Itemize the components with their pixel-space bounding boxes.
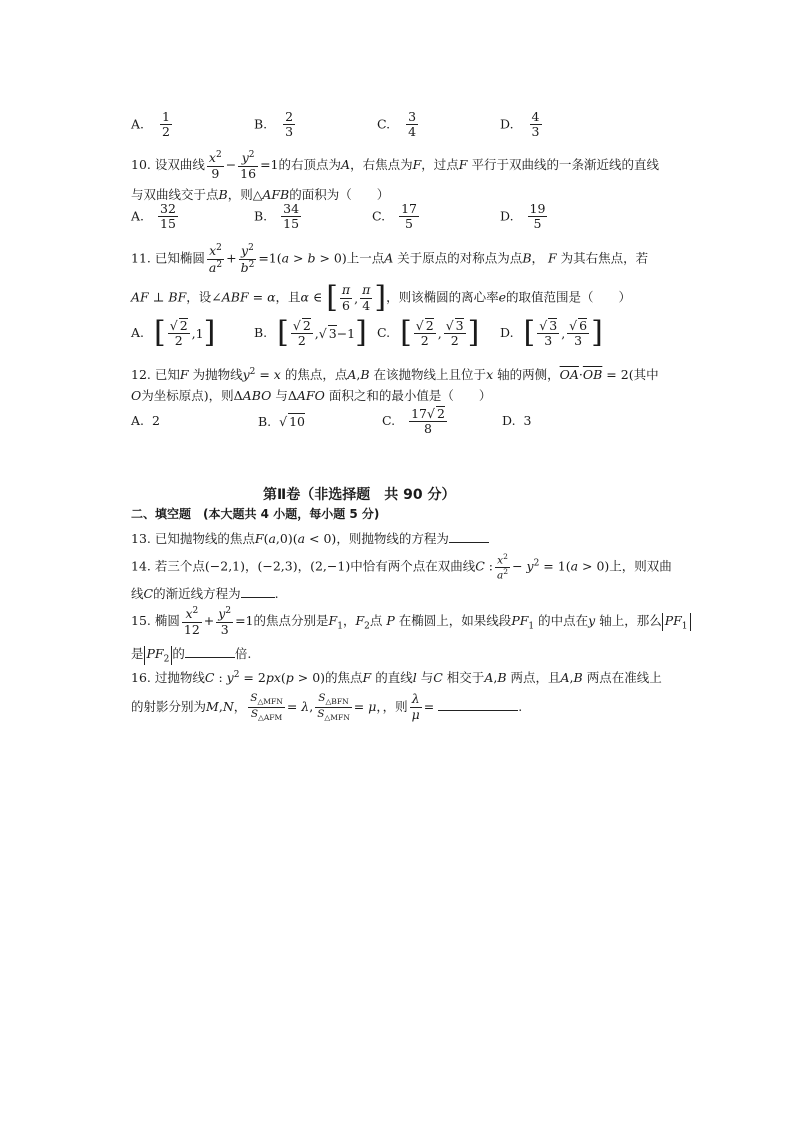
- q14-line2: 线C的渐近线方程为 .: [131, 586, 279, 601]
- q9-option-d: D. $\frac{4}{3}$: [500, 109, 540, 140]
- q9-option-a: A. $\frac{1}{2}$: [131, 109, 170, 140]
- q10-option-c: C. $\frac{17}{5}$: [372, 201, 417, 232]
- q10-option-b: B. $\frac{34}{15}$: [254, 201, 300, 232]
- q11-line1: 11. 已知椭圆 $\frac{x^2}{a^2}$ + $\frac{y^2}{b^2}$ =1(a > b > 0)上一点A 关于原点的对称点为点B， F 为其右焦点，若: [131, 243, 649, 275]
- q11-option-c: C. [ $\frac{√ 2}{2}$ , $\frac{√ 3}{2}$ ]: [377, 315, 480, 351]
- q10-line1: 10. 设双曲线 $\frac{x^2}{9}$ − $\frac{y^2}{16}$ =1的右顶点为A，右焦点为F，过点F 平行于双曲线的一条渐近线的直线: [131, 150, 659, 181]
- q12-option-b: B. √ 10: [258, 414, 305, 429]
- q9-option-b: B. $\frac{2}{3}$: [254, 109, 294, 140]
- q11-line2: AF ⊥ BF，设∠ABF = α，且α ∈ [ $\frac{\pi}{6}$ , $\frac{\pi}{4}$ ] ，则该椭圆的离心率e的取值范围是（ ）: [131, 280, 631, 315]
- q12-line2: O为坐标原点)，则ΔABO 与ΔAFO 面积之和的最小值是（ ）: [131, 388, 492, 403]
- q15-line1: 15. 椭圆 $\frac{x^2}{12}$ + $\frac{y^2}{3}$ =1的焦点分别是$F_1$，$F_2$点 P 在椭圆上，如果线段$PF_1$ 的中点在y 轴上，那么 $PF_1$: [131, 606, 691, 637]
- q10-option-d: D. $\frac{19}{5}$: [500, 201, 546, 232]
- q11-option-d: D. [ $\frac{√ 3}{3}$ , $\frac{√ 6}{3}$ ]: [500, 315, 603, 351]
- q15-line2: 是 $PF_2$ 的 倍.: [131, 646, 252, 665]
- q14-line1: 14. 若三个点(−2,1)，(−2,3)，(2,−1)中恰有两个点在双曲线C : $\frac{x^2}{a^2}$ − $y^2 = 1(a > 0)$上，则双曲: [131, 552, 672, 582]
- q11-option-a: A. [ $\frac{√ 2}{2}$ ,1 ]: [131, 315, 216, 351]
- q12-option-a: A. 2: [131, 413, 160, 428]
- q10-option-a: A. $\frac{32}{15}$: [131, 201, 176, 232]
- q16-line2: 的射影分别为M,N， $\frac{S_{\triangle MFN}}{S_{\triangle AFM}}$ = λ, $\frac{S_{\triangle BFN}}{S_{\triangle MFN}}$ = μ，，则 $\frac{\lambda}{\mu}$ = .: [131, 691, 523, 722]
- q12-option-d: D. 3: [502, 413, 532, 428]
- q11-option-b: B. [ $\frac{√ 2}{2}$ ,√ 3 −1 ]: [254, 315, 367, 351]
- fill-in-heading: 二、填空题 (本大题共 4 小题，每小题 5 分): [131, 507, 380, 521]
- q16-line1: 16. 过抛物线C : $y^2 = 2px(p > 0)$的焦点F 的直线l 与C 相交于A,B 两点，且A,B 两点在准线上: [131, 669, 662, 685]
- q12-option-c: C. $\frac{17√ 2}{8}$: [382, 406, 445, 437]
- q13-line: 13. 已知抛物线的焦点F(a,0)(a < 0)，则抛物线的方程为: [131, 529, 489, 547]
- q10-line2: 与双曲线交于点B，则△AFB的面积为（ ）: [131, 187, 390, 202]
- part2-title: 第Ⅱ卷（非选择题 共 90 分）: [263, 487, 456, 503]
- q9-option-c: C. $\frac{3}{4}$: [377, 109, 417, 140]
- q12-line1: 12. 已知F 为抛物线$y^2 = x$ 的焦点，点A,B 在该抛物线上且位于x 轴的两侧，$\overline{OA}\cdot\overline{OB} = 2$(其中: [131, 366, 659, 382]
